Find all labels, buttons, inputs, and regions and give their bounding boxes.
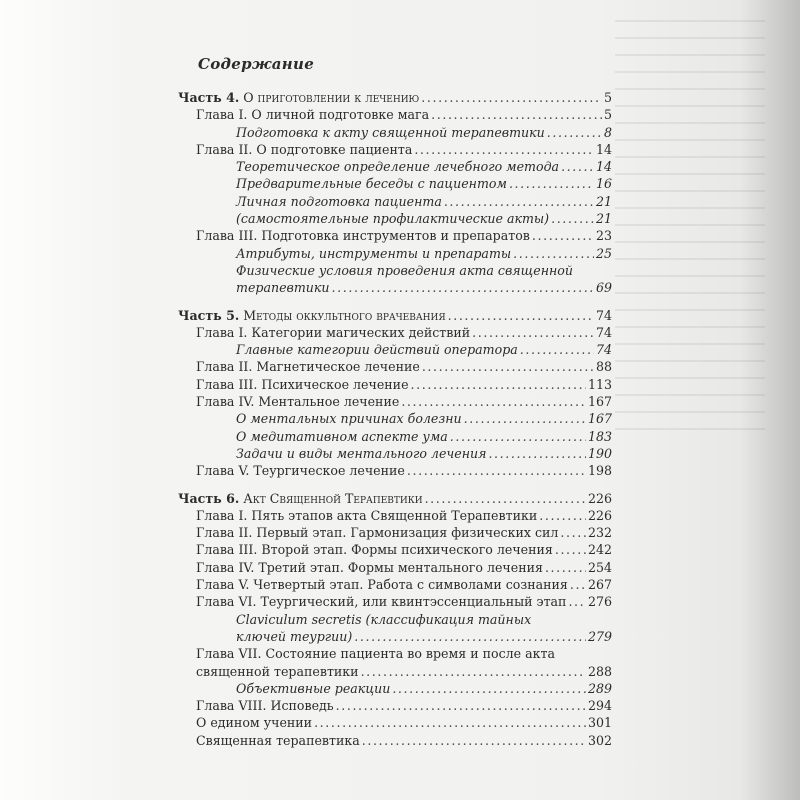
toc-part-row xyxy=(178,89,612,106)
toc-entry-row xyxy=(178,628,612,645)
entry-title: Claviculum secretis (классификация тайных xyxy=(236,611,532,627)
toc-entry-row xyxy=(178,663,612,680)
toc-entry-row xyxy=(178,445,612,462)
entry-title: Священная терапевтика xyxy=(196,732,360,748)
dot-leader xyxy=(513,245,594,262)
dot-leader xyxy=(362,732,586,749)
entry-title: Глава VIII. Исповедь xyxy=(196,698,334,714)
page-number: 279 xyxy=(587,628,612,644)
page-number: 183 xyxy=(587,428,612,444)
entry-title: Личная подготовка пациента xyxy=(236,193,442,209)
entry-title: О едином учении xyxy=(196,715,313,731)
dot-leader xyxy=(361,663,586,680)
toc-entry-row xyxy=(178,227,612,244)
dot-leader xyxy=(401,393,586,410)
entry-title: Глава IV. Ментальное лечение xyxy=(196,394,400,410)
dot-leader xyxy=(336,697,586,714)
page-number: 302 xyxy=(587,732,612,748)
toc-entry-row xyxy=(178,376,612,393)
page-number: 23 xyxy=(595,228,612,244)
part-name: О приготовлении к лечению xyxy=(243,90,420,105)
part-label: Часть 5. xyxy=(178,307,240,323)
entry-title: Глава V. Четвертый этап. Работа с символами сознания xyxy=(196,577,568,593)
page-number: 254 xyxy=(587,559,612,575)
entry-title: Глава VI. Теургический, или квинтэссенциальный этап xyxy=(196,594,567,610)
page-number: 242 xyxy=(587,542,612,558)
toc-entry-row xyxy=(178,245,612,262)
dot-leader xyxy=(570,576,586,593)
dot-leader xyxy=(448,307,594,324)
entry-title: Предварительные беседы с пациентом xyxy=(236,176,507,192)
entry-title: (самостоятельные профилактические акты) xyxy=(236,211,550,227)
entry-title: О медитативном аспекте ума xyxy=(236,428,448,444)
page-number: 74 xyxy=(595,342,612,358)
page-number: 301 xyxy=(587,715,612,731)
entry-title: Глава I. Категории магических действий xyxy=(196,324,471,340)
toc-entry-row xyxy=(178,462,612,479)
page-number: 16 xyxy=(595,176,612,192)
page-number: 8 xyxy=(603,124,612,140)
page-number: 21 xyxy=(595,193,612,209)
toc-entry-row xyxy=(178,193,612,210)
entry-title: Глава IV. Третий этап. Формы ментального лечения xyxy=(196,559,543,575)
dot-leader xyxy=(450,428,586,445)
page-number: 88 xyxy=(595,359,612,375)
page-number: 226 xyxy=(587,507,612,523)
dot-leader xyxy=(472,324,594,341)
toc-entry-row xyxy=(178,714,612,731)
dot-leader xyxy=(314,714,586,731)
toc-entry-row xyxy=(178,576,612,593)
page-number: 267 xyxy=(587,577,612,593)
page-number: 294 xyxy=(587,698,612,714)
toc-entry-row xyxy=(178,324,612,341)
toc-entry-row xyxy=(178,524,612,541)
page-number: 21 xyxy=(595,211,612,227)
part-label: Часть 4. xyxy=(178,90,240,105)
page-number: 74 xyxy=(595,307,612,323)
page-title: Содержание xyxy=(198,55,315,73)
entry-title: ключей теургии) xyxy=(236,628,353,644)
dot-leader xyxy=(392,680,586,697)
toc-part-section xyxy=(178,490,612,749)
toc-entry-row xyxy=(178,393,612,410)
toc-entry-row xyxy=(178,697,612,714)
dot-leader xyxy=(407,462,586,479)
toc-entry-row xyxy=(178,158,612,175)
entry-title: Физические условия проведения акта священной xyxy=(236,262,573,278)
entry-title: Атрибуты, инструменты и препараты xyxy=(236,245,512,261)
part-label: Часть 6. xyxy=(178,490,240,506)
page-number: 5 xyxy=(603,90,612,105)
dot-leader xyxy=(422,358,594,375)
entry-title: Глава III. Второй этап. Формы психического лечения xyxy=(196,542,553,558)
toc-part-section xyxy=(178,307,612,480)
toc-entry-row xyxy=(178,279,612,296)
toc-entry-row xyxy=(178,559,612,576)
dot-leader xyxy=(425,490,586,507)
dot-leader xyxy=(532,227,594,244)
toc-entry-row xyxy=(178,106,612,123)
dot-leader xyxy=(520,341,594,358)
toc-part-row xyxy=(178,490,612,507)
entry-title: священной терапевтики xyxy=(196,663,359,679)
part-name: Акт Священной Терапевтики xyxy=(243,490,423,506)
page-number: 198 xyxy=(587,463,612,479)
dot-leader xyxy=(421,89,602,106)
toc-entry-row xyxy=(178,358,612,375)
dot-leader xyxy=(547,124,602,141)
part-heading xyxy=(178,307,446,324)
toc-entry-row xyxy=(178,611,612,628)
dot-leader xyxy=(411,376,586,393)
part-name: Методы оккультного врачевания xyxy=(243,307,446,323)
toc-entry-row xyxy=(178,341,612,358)
part-heading xyxy=(178,89,419,106)
entry-title: Глава II. О подготовке пациента xyxy=(196,141,413,157)
entry-title: Задачи и виды ментального лечения xyxy=(236,445,487,461)
toc-entry-row xyxy=(178,507,612,524)
entry-title: Подготовка к акту священной терапевтики xyxy=(236,124,545,140)
dot-leader xyxy=(444,193,594,210)
dot-leader xyxy=(560,524,586,541)
entry-title: Глава III. Подготовка инструментов и препаратов xyxy=(196,228,530,244)
dot-leader xyxy=(509,175,594,192)
entry-title: Глава V. Теургическое лечение xyxy=(196,463,405,479)
table-of-contents xyxy=(178,89,612,759)
page-number: 190 xyxy=(587,445,612,461)
entry-title: Глава VII. Состояние пациента во время и после акта xyxy=(196,646,555,662)
page-number: 74 xyxy=(595,324,612,340)
toc-entry-row xyxy=(178,124,612,141)
entry-title: Теоретическое определение лечебного метода xyxy=(236,159,560,175)
toc-entry-row xyxy=(178,210,612,227)
toc-entry-row xyxy=(178,541,612,558)
part-heading xyxy=(178,490,423,507)
dot-leader xyxy=(488,445,586,462)
toc-entry-row xyxy=(178,593,612,610)
toc-entry-row xyxy=(178,680,612,697)
toc-entry-row xyxy=(178,262,612,279)
entry-title: Глава III. Психическое лечение xyxy=(196,376,409,392)
page-number: 167 xyxy=(587,411,612,427)
dot-leader xyxy=(568,593,586,610)
toc-entry-row xyxy=(178,645,612,662)
toc-part-section xyxy=(178,89,612,297)
page-number: 288 xyxy=(587,663,612,679)
entry-title: Глава I. Пять этапов акта Священной Терапевтики xyxy=(196,507,538,523)
dot-leader xyxy=(354,628,586,645)
page-number: 232 xyxy=(587,525,612,541)
dot-leader xyxy=(431,106,602,123)
page-number: 226 xyxy=(587,490,612,506)
entry-title: Глава II. Первый этап. Гармонизация физических сил xyxy=(196,525,559,541)
page-number: 5 xyxy=(603,107,612,123)
page-number: 69 xyxy=(595,280,612,296)
page-number: 276 xyxy=(587,594,612,610)
dot-leader xyxy=(551,210,594,227)
dot-leader xyxy=(414,141,594,158)
dot-leader xyxy=(539,507,586,524)
entry-title: терапевтики xyxy=(236,280,330,296)
toc-part-row xyxy=(178,307,612,324)
dot-leader xyxy=(561,158,594,175)
page-number: 25 xyxy=(595,245,612,261)
toc-entry-row xyxy=(178,732,612,749)
page-number: 167 xyxy=(587,394,612,410)
bleed-through-text xyxy=(615,20,765,440)
entry-title: О ментальных причинах болезни xyxy=(236,411,462,427)
toc-entry-row xyxy=(178,175,612,192)
entry-title: Глава II. Магнетическое лечение xyxy=(196,359,420,375)
toc-entry-row xyxy=(178,428,612,445)
page-number: 289 xyxy=(587,680,612,696)
page-number: 113 xyxy=(587,376,612,392)
toc-entry-row xyxy=(178,141,612,158)
page-number: 14 xyxy=(595,159,612,175)
entry-title: Объективные реакции xyxy=(236,680,391,696)
entry-title: Глава I. О личной подготовке мага xyxy=(196,107,430,123)
dot-leader xyxy=(464,410,586,427)
dot-leader xyxy=(545,559,586,576)
page-number: 14 xyxy=(595,141,612,157)
entry-title: Главные категории действий оператора xyxy=(236,342,518,358)
toc-entry-row xyxy=(178,410,612,427)
dot-leader xyxy=(332,279,594,296)
dot-leader xyxy=(555,541,586,558)
